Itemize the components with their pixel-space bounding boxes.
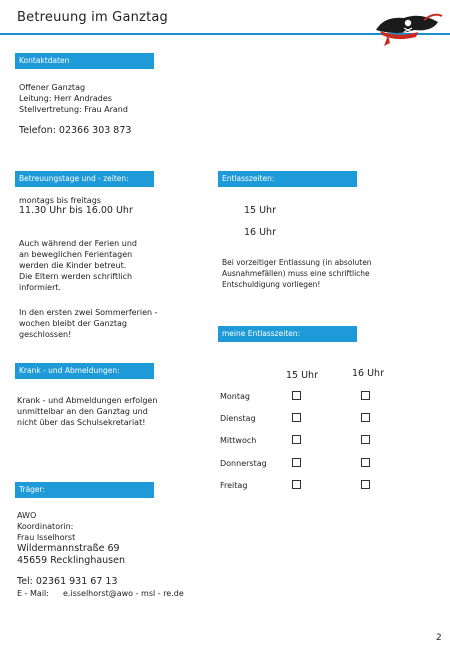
traeger-street: Wildermannstraße 69 [17,543,120,554]
traeger-line: Frau Isselhorst [17,533,76,542]
entlass-note-line: Entschuldigung vorliegen! [222,280,321,289]
kontakt-phone: Telefon: 02366 303 873 [19,125,132,136]
krank-line: Krank - und Abmeldungen erfolgen [17,396,158,405]
checkbox-donnerstag-15[interactable] [292,458,301,467]
entlass-time: 16 Uhr [244,227,276,238]
ferien-line: Die Eltern werden schriftlich [19,272,133,281]
kontakt-line: Stellvertretung: Frau Arand [19,105,128,114]
pirate-hat-icon [374,10,444,48]
weekday-label: Montag [220,392,250,401]
checkbox-montag-15[interactable] [292,391,301,400]
section-heading-krank: Krank - und Abmeldungen: [15,363,154,379]
checkbox-freitag-15[interactable] [292,480,301,489]
traeger-line: Koordinatorin: [17,522,74,531]
section-heading-meine: meine Entlasszeiten: [218,326,357,342]
betreuung-days: montags bis freitags [19,196,101,205]
meine-col-16: 16 Uhr [352,368,384,379]
betreuung-hours: 11.30 Uhr bis 16.00 Uhr [19,205,133,216]
entlass-note-line: Ausnahmefällen) muss eine schriftliche [222,269,370,278]
checkbox-dienstag-15[interactable] [292,413,301,422]
ferien-line: Auch während der Ferien und [19,239,137,248]
traeger-mail-link[interactable]: e.isselhorst@awo - msl - re.de [63,589,184,598]
entlass-note-line: Bei vorzeitiger Entlassung (in absoluten [222,258,372,267]
section-heading-entlass: Entlasszeiten: [218,171,357,187]
kontakt-line: Leitung: Herr Andrades [19,94,112,103]
meine-col-15: 15 Uhr [286,370,318,381]
ferien-line: werden die Kinder betreut. [19,261,127,270]
traeger-tel: Tel: 02361 931 67 13 [17,576,118,587]
weekday-label: Mittwoch [220,436,257,445]
ferien-line: informiert. [19,283,62,292]
traeger-mail-label: E - Mail: [17,589,49,598]
checkbox-mittwoch-16[interactable] [361,435,370,444]
traeger-line: AWO [17,511,37,520]
krank-line: unmittelbar an den Ganztag und [17,407,148,416]
checkbox-mittwoch-15[interactable] [292,435,301,444]
sommer-line: In den ersten zwei Sommerferien - [19,308,158,317]
ferien-line: an beweglichen Ferientagen [19,250,133,259]
krank-line: nicht über das Schulsekretariat! [17,418,146,427]
section-heading-betreuung: Betreuungstage und - zeiten: [15,171,154,187]
checkbox-freitag-16[interactable] [361,480,370,489]
sommer-line: wochen bleibt der Ganztag [19,319,127,328]
weekday-label: Freitag [220,481,248,490]
page-title: Betreuung im Ganztag [17,10,168,25]
sommer-line: geschlossen! [19,330,72,339]
checkbox-donnerstag-16[interactable] [361,458,370,467]
kontakt-line: Offener Ganztag [19,83,86,92]
weekday-label: Dienstag [220,414,256,423]
weekday-label: Donnerstag [220,459,267,468]
entlass-time: 15 Uhr [244,205,276,216]
page-number: 2 [436,633,442,643]
section-heading-traeger: Träger: [15,482,154,498]
checkbox-dienstag-16[interactable] [361,413,370,422]
traeger-city: 45659 Recklinghausen [17,555,125,566]
section-heading-kontakt: Kontaktdaten [15,53,154,69]
checkbox-montag-16[interactable] [361,391,370,400]
